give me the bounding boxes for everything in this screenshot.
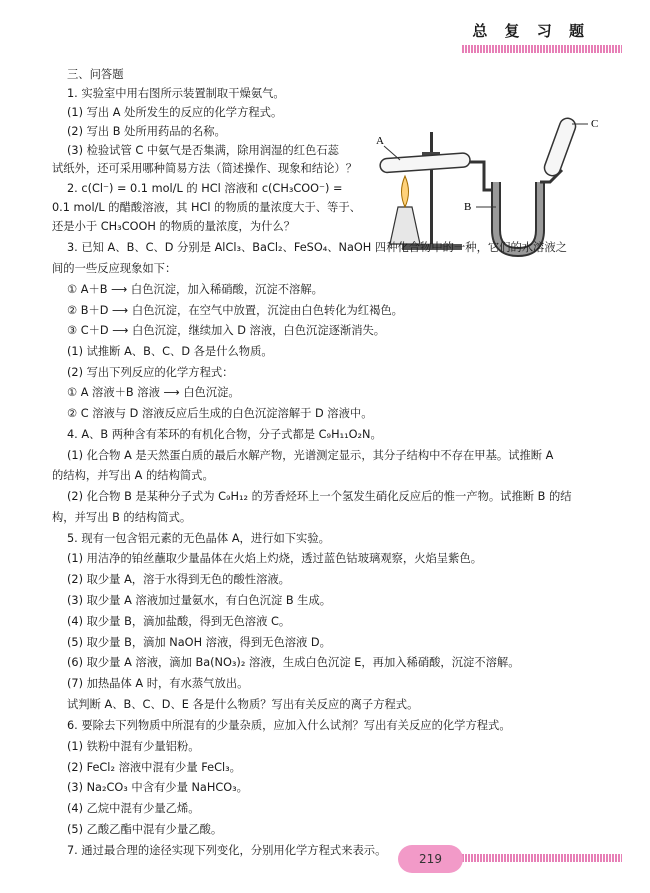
- question-5-step-7: (7) 加热晶体 A 时，有水蒸气放出。: [67, 677, 249, 690]
- question-3-cont: 间的一些反应现象如下：: [52, 262, 177, 275]
- question-6-part-5: (5) 乙酸乙酯中混有少量乙酸。: [67, 823, 223, 836]
- apparatus-drawing: [372, 112, 612, 262]
- question-1-part-3: (3) 检验试管 C 中氨气是否集满，除用润湿的红色石蕊: [67, 144, 339, 157]
- question-5-step-1: (1) 用洁净的铂丝蘸取少量晶体在火焰上灼烧，透过蓝色钴玻璃观察，火焰呈紫色。: [67, 552, 482, 565]
- question-1: 1. 实验室中用右图所示装置制取干燥氨气。: [67, 87, 285, 100]
- question-5-step-2: (2) 取少量 A，溶于水得到无色的酸性溶液。: [67, 573, 290, 586]
- question-5-step-6: (6) 取少量 A 溶液，滴加 Ba(NO₃)₂ 溶液，生成白色沉淀 E，再加入稀硝酸，沉淀不溶解。: [67, 656, 520, 669]
- question-4-part-1-cont: 的结构，并写出 A 的结构简式。: [52, 469, 214, 482]
- figure-label-a: A: [376, 135, 384, 147]
- question-3-item-3: ③ C＋D ⟶ 白色沉淀，继续加入 D 溶液，白色沉淀逐渐消失。: [67, 324, 386, 337]
- question-2: 2. c(Cl⁻) = 0.1 mol/L 的 HCl 溶液和 c(CH₃COO⁻) =: [67, 182, 343, 195]
- flame: [402, 176, 409, 207]
- question-2-cont-1: 0.1 mol/L 的醋酸溶液，其 HCl 的物质的量浓度大于、等于、: [52, 201, 361, 214]
- question-6-part-3: (3) Na₂CO₃ 中含有少量 NaHCO₃。: [67, 781, 248, 794]
- question-5-step-4: (4) 取少量 B，滴加盐酸，得到无色溶液 C。: [67, 615, 291, 628]
- question-3-part-1: (1) 试推断 A、B、C、D 各是什么物质。: [67, 345, 273, 358]
- figure-label-c: C: [591, 118, 599, 130]
- question-4-part-2: (2) 化合物 B 是某种分子式为 C₉H₁₂ 的芳香烃环上一个氢发生硝化反应后的惟一产物。试推断 B 的结: [67, 490, 572, 503]
- section-heading: 三、问答题: [67, 68, 124, 81]
- figure-label-b: B: [464, 201, 472, 213]
- question-4-part-2-cont: 构，并写出 B 的结构简式。: [52, 511, 192, 524]
- question-4: 4. A、B 两种含有苯环的有机化合物，分子式都是 C₉H₁₁O₂N。: [67, 428, 382, 441]
- header-decorative-rule: [462, 45, 622, 53]
- question-6-part-1: (1) 铁粉中混有少量铝粉。: [67, 740, 200, 753]
- question-5: 5. 现有一包含铝元素的无色晶体 A，进行如下实验。: [67, 532, 330, 545]
- page-number: 219: [398, 845, 463, 873]
- question-4-part-1: (1) 化合物 A 是天然蛋白质的最后水解产物，光谱测定显示，其分子结构中不存在甲基。试推断 A: [67, 449, 554, 462]
- question-6: 6. 要除去下列物质中所混有的少量杂质，应加入什么试剂？写出有关反应的化学方程式。: [67, 719, 511, 732]
- alcohol-lamp: [390, 207, 420, 244]
- question-5-task: 试判断 A、B、C、D、E 各是什么物质？写出有关反应的离子方程式。: [67, 698, 419, 711]
- test-tube-a: [380, 153, 471, 173]
- question-3-part-2-item-1: ① A 溶液＋B 溶液 ⟶ 白色沉淀。: [67, 386, 240, 399]
- question-3-part-2: (2) 写出下列反应的化学方程式：: [67, 366, 234, 379]
- question-1-part-2: (2) 写出 B 处所用药品的名称。: [67, 125, 226, 138]
- footer-decorative-rule: [462, 854, 622, 862]
- stand-rod: [430, 132, 433, 247]
- question-3-item-1: ① A＋B ⟶ 白色沉淀，加入稀硝酸，沉淀不溶解。: [67, 283, 323, 296]
- question-6-part-4: (4) 乙烷中混有少量乙烯。: [67, 802, 200, 815]
- ammonia-apparatus-figure: [372, 112, 612, 262]
- question-1-part-1: (1) 写出 A 处所发生的反应的化学方程式。: [67, 106, 283, 119]
- test-tube-c: [542, 116, 578, 178]
- question-1-part-3-cont: 试纸外，还可采用哪种简易方法（简述操作、现象和结论）？: [52, 162, 358, 175]
- question-2-cont-2: 还是小于 CH₃COOH 的物质的量浓度，为什么？: [52, 220, 296, 233]
- section-title: 总 复 习 题: [472, 22, 590, 40]
- question-5-step-3: (3) 取少量 A 溶液加过量氨水，有白色沉淀 B 生成。: [67, 594, 332, 607]
- question-6-part-2: (2) FeCl₂ 溶液中混有少量 FeCl₃。: [67, 761, 241, 774]
- question-3-part-2-item-2: ② C 溶液与 D 溶液反应后生成的白色沉淀溶解于 D 溶液中。: [67, 407, 373, 420]
- question-5-step-5: (5) 取少量 B，滴加 NaOH 溶液，得到无色溶液 D。: [67, 636, 331, 649]
- question-3: 3. 已知 A、B、C、D 分别是 AlCl₃、BaCl₂、FeSO₄、NaOH 四种化合物中的一种，它们的水溶液之: [67, 241, 567, 254]
- question-7: 7. 通过最合理的途径实现下列变化，分别用化学方程式来表示。: [67, 844, 387, 857]
- question-3-item-2: ② B＋D ⟶ 白色沉淀，在空气中放置，沉淀由白色转化为红褐色。: [67, 304, 403, 317]
